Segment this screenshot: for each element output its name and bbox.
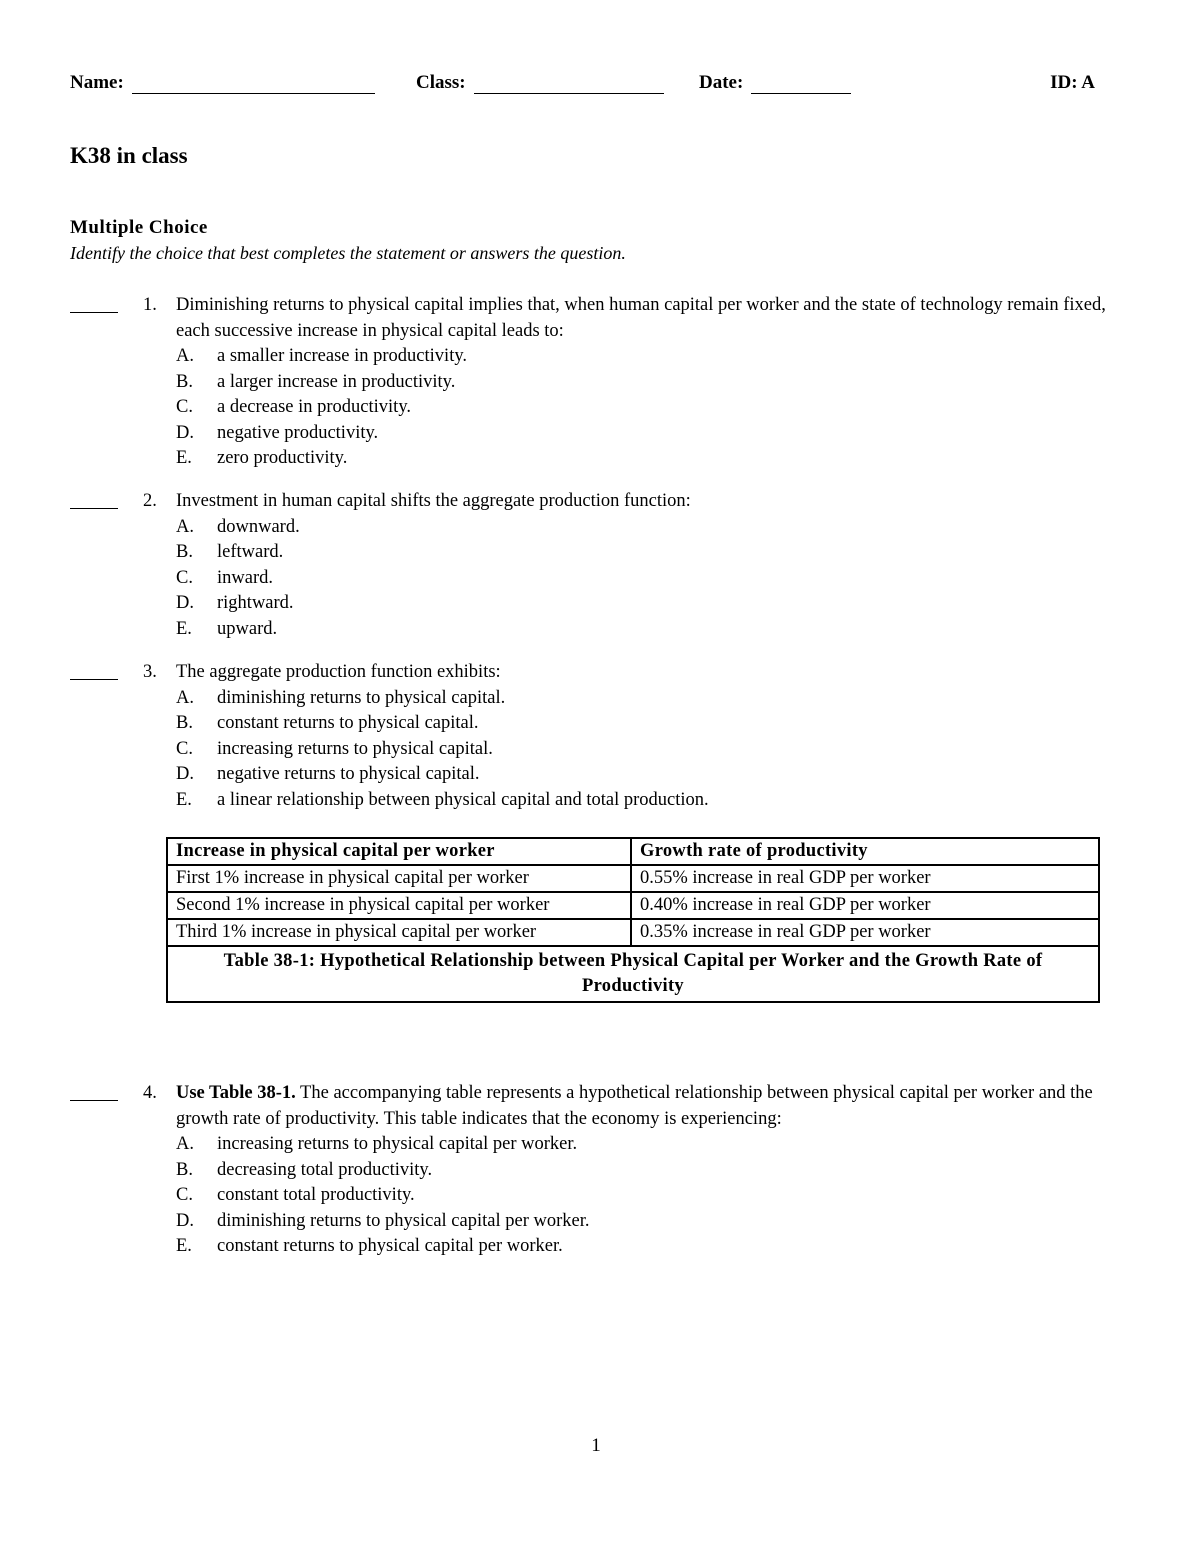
question-number: 4. [143,1083,157,1103]
option [176,395,1131,421]
table-cell: 0.40% increase in real GDP per worker [631,892,1099,919]
question-stem: The aggregate production function exhibits: [176,662,501,682]
page-number: 1 [591,1435,601,1456]
question-stem: Investment in human capital shifts the aggregate production function: [176,491,691,511]
question-number: 3. [143,662,157,682]
option-text: zero productivity. [217,448,348,468]
option [176,515,1131,541]
option-text: upward. [217,618,278,639]
id-label: ID: A [1050,72,1095,93]
table-header-row [167,838,1099,865]
table-caption-row [167,946,1099,1002]
option [176,446,1131,472]
option-text: increasing returns to physical capital per worker. [217,1134,578,1154]
header-row [70,72,1095,98]
question-stem-bold: Use Table 38-1. [176,1083,296,1103]
option-letter: D. [176,1210,194,1231]
data-table [166,837,1100,1003]
option-text: inward. [217,567,273,588]
table-cell: Second 1% increase in physical capital per worker [167,892,631,919]
options-list [176,344,1131,472]
option-text: constant returns to physical capital per worker. [217,1236,563,1256]
option [176,762,1131,788]
option-letter: C. [176,738,193,759]
table-caption: Table 38-1: Hypothetical Relationship between Physical Capital per Worker and the Growth Rate of Productivity [167,946,1099,1002]
option [176,1209,1131,1235]
option-letter: B. [176,1159,193,1180]
options-list [176,686,1131,814]
option-text: a larger increase in productivity. [217,371,456,392]
option-letter: B. [176,371,193,392]
table-row [167,919,1099,946]
table-cell: 0.35% increase in real GDP per worker [631,919,1099,946]
option-letter: D. [176,422,194,443]
option-text: negative returns to physical capital. [217,764,480,784]
option [176,1234,1131,1260]
option [176,566,1131,592]
option [176,344,1131,370]
name-blank-line [132,75,375,94]
table-row [167,892,1099,919]
answer-blank [70,293,118,313]
option [176,1158,1131,1184]
option-text: decreasing total productivity. [217,1159,433,1180]
option [176,617,1131,643]
option-text: increasing returns to physical capital. [217,738,493,759]
table-header-cell: Increase in physical capital per worker [167,838,631,865]
option-text: rightward. [217,593,294,613]
option [176,421,1131,447]
option-text: a smaller increase in productivity. [217,346,468,366]
option-text: a linear relationship between physical capital and total production. [217,789,709,810]
table-cell: First 1% increase in physical capital per worker [167,865,631,892]
option-letter: C. [176,567,193,588]
question-stem-text: The accompanying table represents a hypothetical relationship between physical capital per worker and the growth rate of productivity. This table indicates that the economy is experiencing: [176,1083,1093,1129]
option-letter: A. [176,346,194,366]
option-letter: D. [176,593,194,613]
date-field [699,72,851,94]
option-letter: E. [176,618,192,639]
option-letter: B. [176,542,193,562]
option-letter: E. [176,1236,192,1256]
question-stem: Diminishing returns to physical capital implies that, when human capital per worker and the state of technology remain fixed, each successive increase in physical capital leads to: [176,295,1106,341]
option-text: a decrease in productivity. [217,397,411,417]
class-blank-line [474,75,664,94]
id-field [1050,72,1095,94]
option-letter: B. [176,713,193,733]
name-field [70,72,375,94]
date-blank-line [751,75,851,94]
page-title: K38 in class [70,143,188,168]
question-number: 1. [143,295,157,315]
option [176,540,1131,566]
option-letter: D. [176,764,194,784]
section-title: Multiple Choice [70,217,208,238]
class-label: Class: [416,72,466,93]
answer-blank [70,489,118,509]
option [176,711,1131,737]
option-text: constant total productivity. [217,1185,415,1205]
table-cell: 0.55% increase in real GDP per worker [631,865,1099,892]
option [176,1132,1131,1158]
option-letter: E. [176,448,192,468]
option-text: diminishing returns to physical capital per worker. [217,1210,590,1231]
answer-blank [70,660,118,680]
option-text: negative productivity. [217,422,379,443]
option [176,737,1131,763]
option-letter: A. [176,1134,194,1154]
option-letter: C. [176,1185,193,1205]
question-stem [176,1081,1131,1132]
option-text: constant returns to physical capital. [217,713,479,733]
option-letter: A. [176,516,194,537]
options-list [176,1132,1131,1260]
option [176,591,1131,617]
options-list [176,515,1131,643]
option-letter: C. [176,397,193,417]
table-row [167,865,1099,892]
name-label: Name: [70,72,124,93]
option-text: leftward. [217,542,284,562]
table-cell: Third 1% increase in physical capital per worker [167,919,631,946]
answer-blank [70,1081,118,1101]
option-text: downward. [217,516,300,537]
table-header-cell: Growth rate of productivity [631,838,1099,865]
option-text: diminishing returns to physical capital. [217,687,506,708]
option [176,788,1131,814]
question-number: 2. [143,491,157,511]
option-letter: E. [176,789,192,810]
option-letter: A. [176,687,194,708]
date-label: Date: [699,72,744,93]
instructions: Identify the choice that best completes the statement or answers the question. [70,243,626,263]
option [176,370,1131,396]
class-field [416,72,664,94]
option [176,686,1131,712]
option [176,1183,1131,1209]
